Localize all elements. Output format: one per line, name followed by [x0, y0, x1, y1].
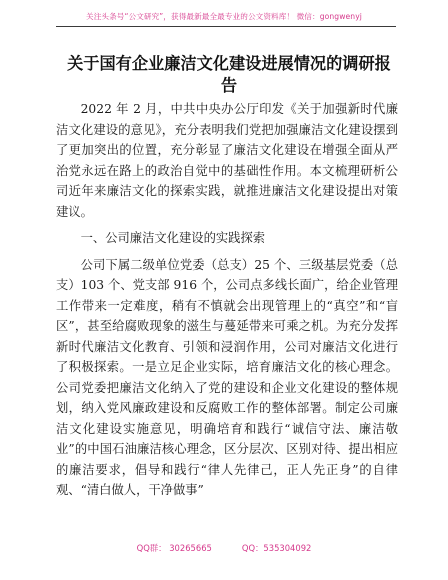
header-divider [56, 26, 396, 27]
document-title: 关于国有企业廉洁文化建设进展情况的调研报告 [67, 54, 391, 95]
footer-qq: QQ：535304092 [241, 543, 312, 553]
section-heading: 一、公司廉洁文化建设的实践探索 [80, 231, 266, 245]
document-body [56, 99, 398, 501]
paragraph-practice: 公司下属二级单位党委（总支）25 个、三级基层党委（总支）103 个、党支部 916 个，公司点多线长面广，给企业管理工作带来一定难度，稍有不慎就会出现管理上的“真空”和“盲区”，甚至给腐败现象的滋生与蔓延带来可乘之机。为充分发挥新时代廉洁文化教育、引领和浸润作用，公司对廉洁文化进行了积极探索。一是立足企业实际，培育廉洁文化的核心理念。公司党委把廉洁文化纳入了党的建设和企业文化建设的整体规划，纳入党风廉政建设和反腐败工作的整体部署。制定公司廉洁文化建设实施意见，明确培育和践行“诚信守法、廉洁敬业”的中国石油廉洁核心理念，区分层次、区别对待、提出相应的廉洁要求，倡导和践行“律人先律己，正人先正身”的自律观、“清白做人，干净做事” [56, 257, 398, 497]
footer-qq-group: QQ群： 30265665 [136, 543, 212, 553]
header-notice: 关注头条号“公文研究”，获得最新最全最专业的公文资料库！ 微信：gongwenyj [86, 12, 362, 21]
footer-contact [0, 542, 448, 554]
paragraph-intro: 2022 年 2 月，中共中央办公厅印发《关于加强新时代廉洁文化建设的意见》，充分表明我们党把加强廉洁文化建设摆到了更加突出的位置，充分彰显了廉洁文化建设在增强全面从严治党永远在路上的政治自觉中的基础性作用。本文梳理研析公司近年来廉洁文化的探索实践，就推进廉洁文化建设提出对策建议。 [56, 102, 398, 219]
